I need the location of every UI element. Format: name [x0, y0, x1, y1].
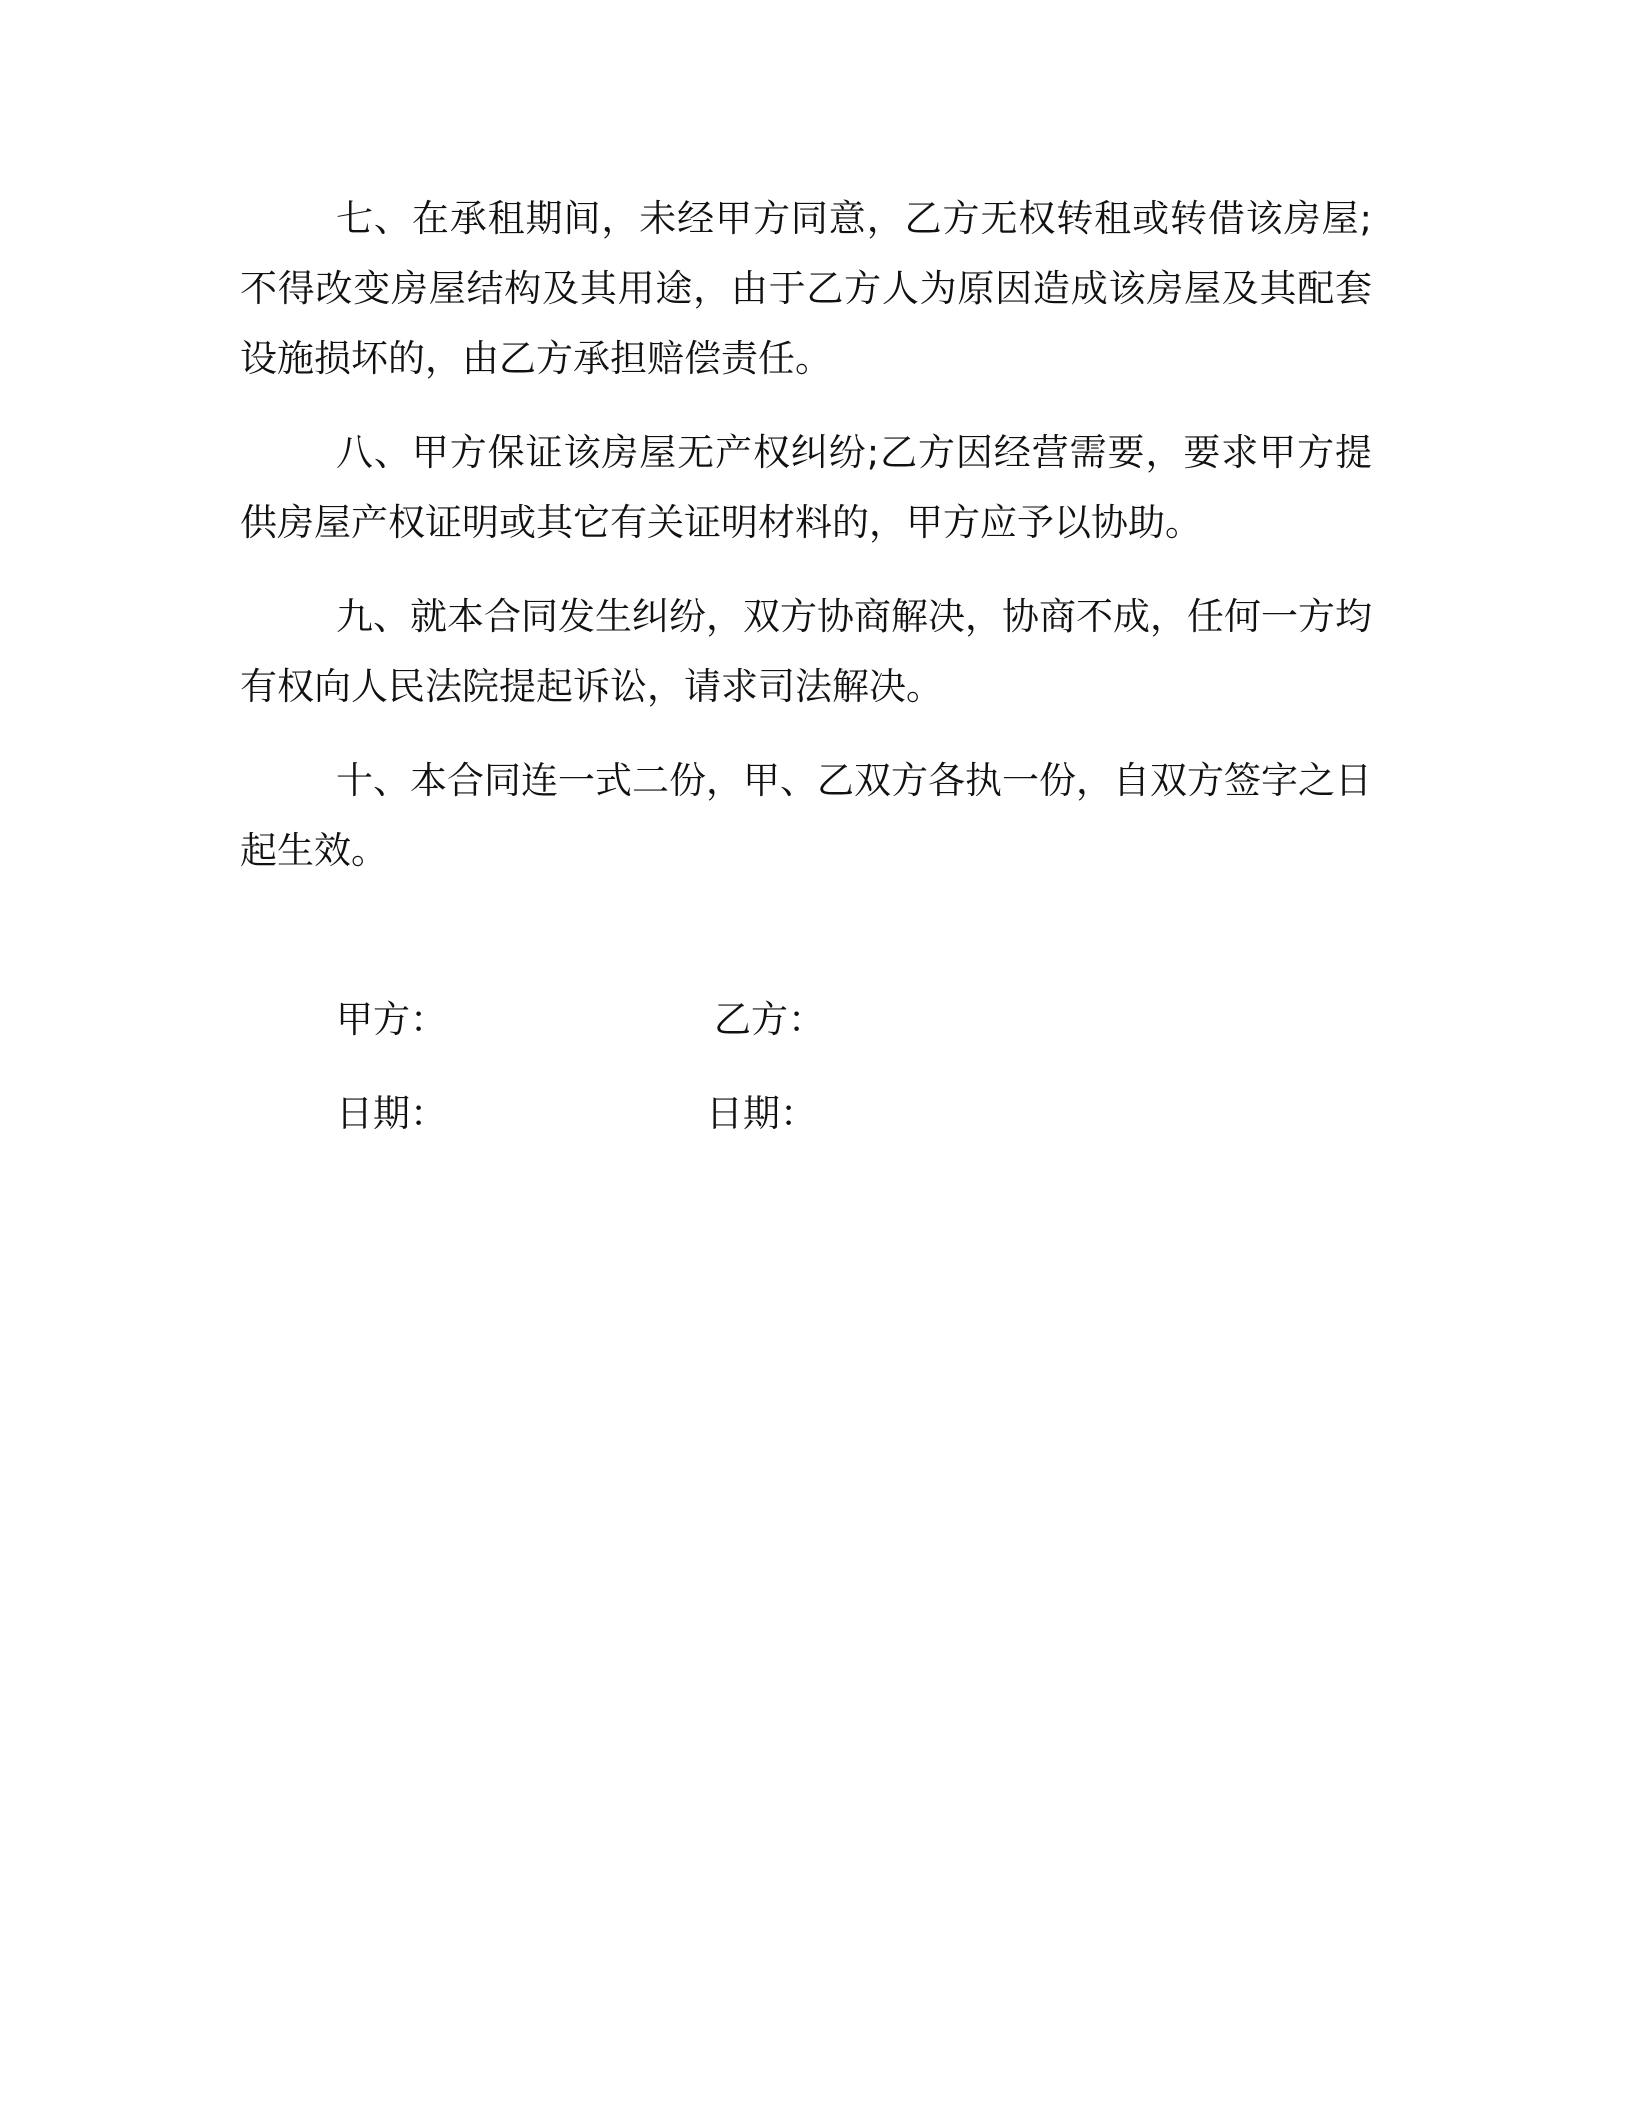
clause-seven: 七、在承租期间，未经甲方同意，乙方无权转租或转借该房屋;不得改变房屋结构及其用途，由于乙方人为原因造成该房屋及其配套设施损坏的，由乙方承担赔偿责任。: [240, 197, 1372, 380]
signature-row-dates: [336, 1079, 1236, 1173]
clause-nine: 九、就本合同发生纠纷，双方协商解决，协商不成，任何一方均有权向人民法院提起诉讼，请求司法解决。: [240, 595, 1372, 708]
contract-body: [240, 184, 1372, 910]
date-b-label: 日期：: [706, 1092, 817, 1135]
party-a-label: 甲方：: [336, 998, 447, 1041]
party-b-label: 乙方：: [714, 998, 825, 1041]
clause-eight: 八、甲方保证该房屋无产权纠纷;乙方因经营需要，要求甲方提供房屋产权证明或其它有关证明材料的，甲方应予以协助。: [240, 431, 1372, 544]
signature-row-parties: [336, 985, 1236, 1079]
signature-block: [336, 985, 1236, 1173]
clause-ten: 十、本合同连一式二份，甲、乙双方各执一份，自双方签字之日起生效。: [240, 759, 1372, 872]
date-a-label: 日期：: [336, 1092, 447, 1135]
